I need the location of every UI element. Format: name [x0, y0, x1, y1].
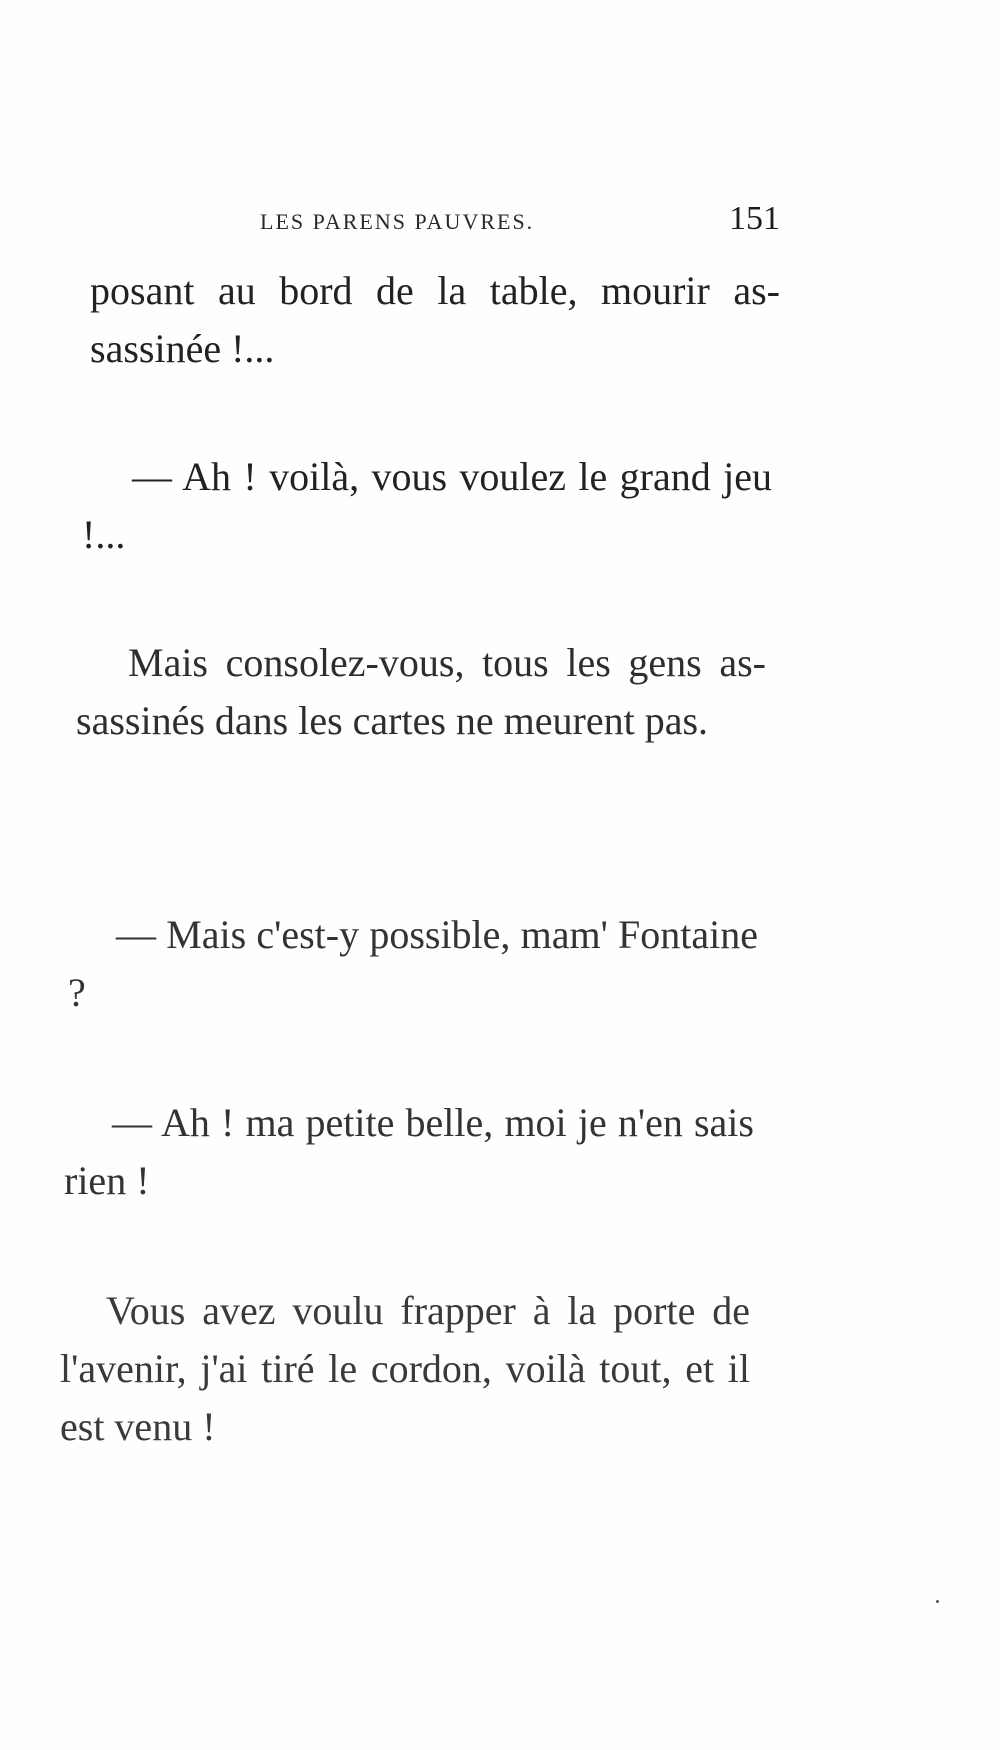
- paragraph-1: posant au bord de la table, mourir as-sassinée !...: [90, 268, 780, 371]
- paragraph-3: Mais consolez-vous, tous les gens as-sassinés dans les cartes ne meurent pas.: [76, 640, 766, 743]
- paper-speck: [936, 1600, 939, 1603]
- page-number: 151: [729, 200, 780, 237]
- paragraph-4: — Mais c'est-y possible, mam' Fontaine ?: [68, 912, 758, 1015]
- paragraph-6: Vous avez voulu frapper à la porte de l'avenir, j'ai tiré le cordon, voilà tout, et il est venu !: [60, 1288, 750, 1449]
- paragraph-5: — Ah ! ma petite belle, moi je n'en sais rien !: [64, 1100, 754, 1203]
- paragraph-2: — Ah ! voilà, vous voulez le grand jeu !...: [82, 454, 772, 557]
- page-header: [260, 200, 780, 240]
- running-head: LES PARENS PAUVRES.: [260, 209, 535, 234]
